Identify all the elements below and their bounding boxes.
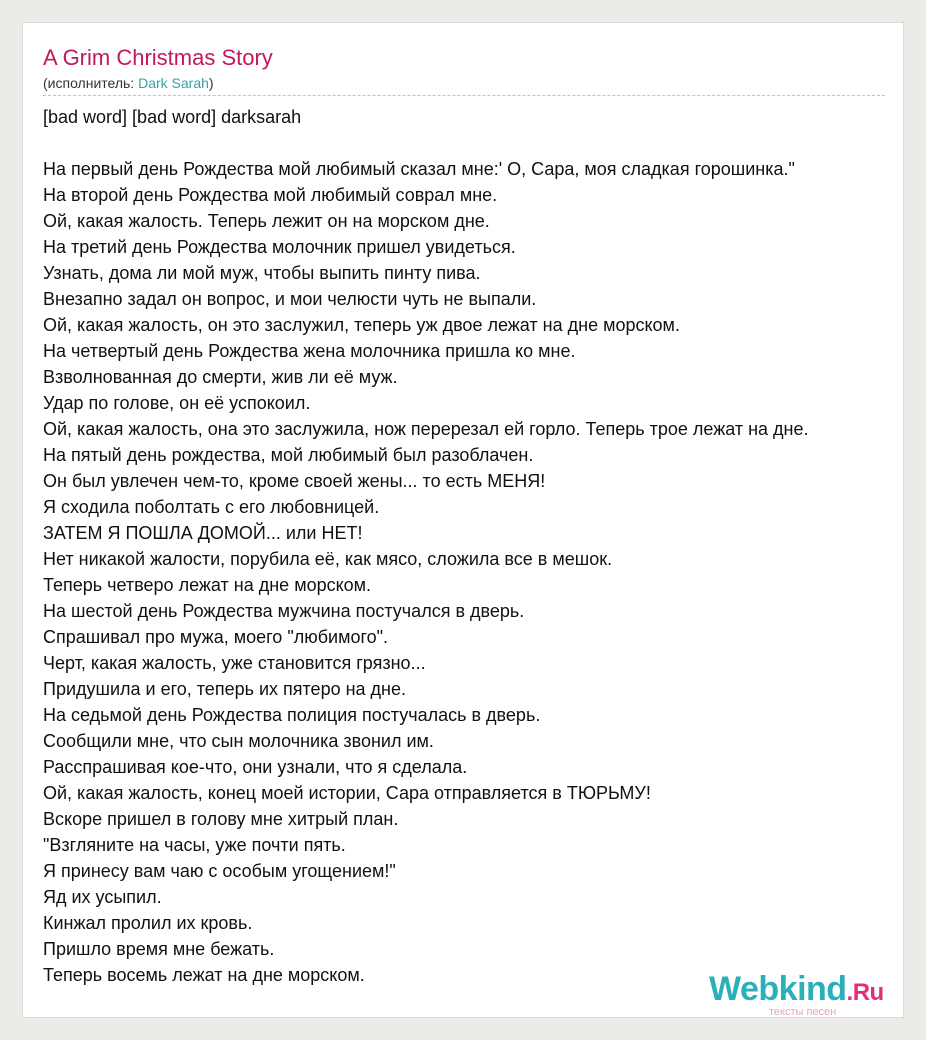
lyrics-lines — [43, 156, 809, 988]
lyric-line: На второй день Рождества мой любимый соврал мне. — [43, 185, 498, 205]
song-header — [43, 43, 885, 96]
lyric-line: Внезапно задал он вопрос, и мои челюсти чуть не выпали. — [43, 289, 537, 309]
lyric-line: На первый день Рождества мой любимый сказал мне:' О, Сара, моя сладкая горошинка." — [43, 159, 795, 179]
lyric-line: Кинжал пролил их кровь. — [43, 913, 253, 933]
lyric-line: Нет никакой жалости, порубила её, как мясо, сложила все в мешок. — [43, 549, 613, 569]
logo-tld: .Ru — [846, 979, 884, 1006]
lyric-line: На третий день Рождества молочник пришел увидеться. — [43, 237, 516, 257]
lyric-line: Взволнованная до смерти, жив ли её муж. — [43, 367, 398, 387]
lyric-line: Придушила и его, теперь их пятеро на дне. — [43, 679, 406, 699]
lyrics-text — [43, 104, 809, 988]
lyrics-spacer — [43, 130, 809, 156]
lyric-line: Спрашивал про мужа, моего "любимого". — [43, 627, 389, 647]
lyric-line: Я принесу вам чаю с особым угощением!" — [43, 861, 396, 881]
lyric-line: Я сходила поболтать с его любовницей. — [43, 497, 380, 517]
lyric-line: "Взгляните на часы, уже почти пять. — [43, 835, 346, 855]
artist-line — [43, 74, 214, 92]
song-title: A Grim Christmas Story — [43, 45, 273, 70]
lyric-line: ЗАТЕМ Я ПОШЛА ДОМОЙ... или НЕТ! — [43, 523, 363, 543]
lyric-line: На шестой день Рождества мужчина постучался в дверь. — [43, 601, 525, 621]
lyric-line: Сообщили мне, что сын молочника звонил им. — [43, 731, 434, 751]
lyric-line: Вскоре пришел в голову мне хитрый план. — [43, 809, 399, 829]
lyric-line: Черт, какая жалость, уже становится грязно... — [43, 653, 426, 673]
lyric-line: Пришло время мне бежать. — [43, 939, 275, 959]
lyric-line: Ой, какая жалость, он это заслужил, теперь уж двое лежат на дне морском. — [43, 315, 680, 335]
lyric-line: Ой, какая жалость, конец моей истории, Сара отправляется в ТЮРЬМУ! — [43, 783, 651, 803]
lyric-line: Расспрашивая кое-что, они узнали, что я сделала. — [43, 757, 468, 777]
logo-name: Webkind — [709, 970, 847, 1008]
lyric-line: Он был увлечен чем-то, кроме своей жены... то есть МЕНЯ! — [43, 471, 546, 491]
lyric-line: Яд их усыпил. — [43, 887, 162, 907]
lyric-line: Теперь восемь лежат на дне морском. — [43, 965, 365, 985]
lyric-line: На четвертый день Рождества жена молочника пришла ко мне. — [43, 341, 576, 361]
lyric-line: Ой, какая жалость, она это заслужила, нож перерезал ей горло. Теперь трое лежат на дне. — [43, 419, 809, 439]
artist-link[interactable]: Dark Sarah — [138, 75, 209, 91]
artist-suffix: ) — [208, 75, 214, 91]
logo-tagline: тексты песен — [769, 1006, 837, 1018]
lyric-line: Теперь четверо лежат на дне морском. — [43, 575, 372, 595]
artist-prefix: (исполнитель: — [43, 75, 139, 91]
lyrics-intro: [bad word] [bad word] darksarah — [43, 107, 302, 127]
lyric-line: На седьмой день Рождества полиция постучалась в дверь. — [43, 705, 541, 725]
webkind-logo[interactable] — [709, 969, 904, 1018]
lyric-line: Узнать, дома ли мой муж, чтобы выпить пинту пива. — [43, 263, 481, 283]
lyrics-card — [22, 22, 904, 1018]
lyric-line: Удар по голове, он её успокоил. — [43, 393, 311, 413]
lyric-line: На пятый день рождества, мой любимый был разоблачен. — [43, 445, 534, 465]
lyric-line: Ой, какая жалость. Теперь лежит он на морском дне. — [43, 211, 490, 231]
